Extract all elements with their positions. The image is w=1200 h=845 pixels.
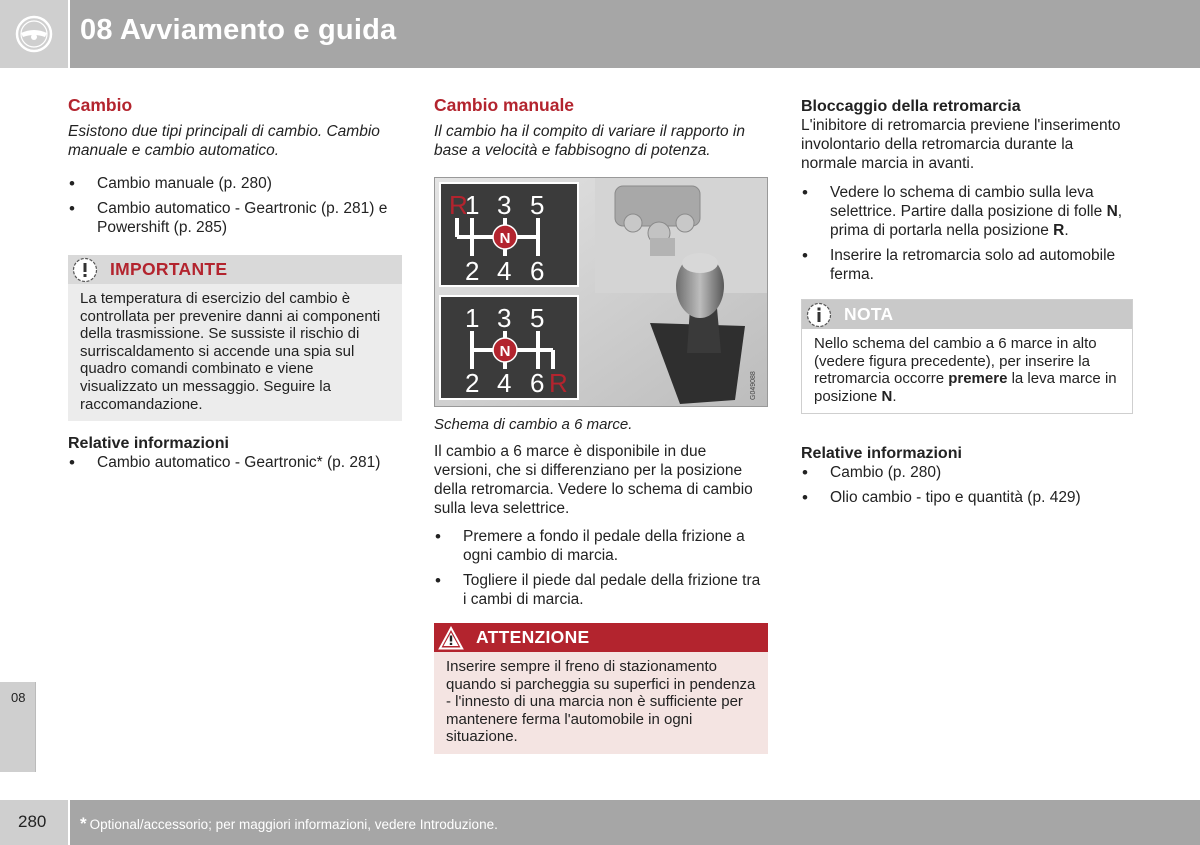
related-list <box>801 463 1133 507</box>
body-text: L'inibitore di retromarcia previene l'inserimento involontario della retromarcia durante la normale marcia in avanti. <box>801 117 1121 172</box>
gear-label: 4 <box>497 256 512 286</box>
gear-label: R <box>449 190 468 220</box>
figure-code: G049088 <box>750 371 757 400</box>
gearbox-illustration <box>435 178 768 407</box>
list-item: • Togliere il piede dal pedale della frizione tra i cambi di marcia. <box>434 571 768 609</box>
warning-circle-icon <box>72 257 98 283</box>
text-run: la leva marce in posizione <box>814 370 1117 405</box>
section-heading-cambio: Cambio <box>68 95 133 115</box>
nota-box <box>801 299 1133 414</box>
attenzione-title: ATTENZIONE <box>476 627 590 647</box>
importante-title: IMPORTANTE <box>110 259 228 279</box>
page-number: 280 <box>18 812 47 831</box>
related-list <box>68 453 402 472</box>
text-run: , prima di portarla nella posizione <box>830 203 1123 239</box>
list-item: • Premere a fondo il pedale della frizione a ogni cambio di marcia. <box>434 527 768 565</box>
gear-label: 2 <box>465 368 480 398</box>
gear-label: R <box>549 368 568 398</box>
attenzione-box <box>434 623 768 754</box>
text-run: Vedere lo schema di cambio sulla leva selettrice. Partire dalla posizione di folle <box>830 184 1107 220</box>
bold-premere: premere <box>948 370 1008 388</box>
text-run: . <box>892 387 897 405</box>
gear-label: 6 <box>530 256 545 286</box>
bold-neutral: N <box>881 387 893 405</box>
gear-label: 2 <box>465 256 480 286</box>
list-item[interactable]: • Cambio manuale (p. 280) <box>68 174 402 193</box>
info-circle-icon <box>806 302 832 328</box>
column-2 <box>434 94 768 754</box>
gear-label: 5 <box>530 190 545 220</box>
steering-wheel-icon <box>15 15 53 53</box>
nota-header <box>802 300 1132 329</box>
column-1 <box>68 94 402 478</box>
importante-header <box>68 255 402 284</box>
gear-label: 3 <box>497 190 512 220</box>
list-item[interactable]: • Olio cambio - tipo e quantità (p. 429) <box>801 488 1133 507</box>
list-item[interactable]: • Cambio (p. 280) <box>801 463 1133 482</box>
attenzione-text: Inserire sempre il freno di stazionamento quando si parcheggia su superfici in pendenza - l'innesto di una marcia non è sufficiente per mantenere ferma l'automobile in ogni situazione. <box>434 652 768 754</box>
attenzione-header <box>434 623 768 652</box>
section-heading-cambio-manuale: Cambio manuale <box>434 95 575 115</box>
list-item <box>801 183 1133 240</box>
bullet-list <box>801 183 1133 284</box>
warning-triangle-icon <box>438 626 464 650</box>
list-item[interactable]: • Cambio automatico - Geartronic (p. 281) e Powershift (p. 285) <box>68 199 402 237</box>
column-3 <box>801 97 1133 513</box>
footer-note-text: Optional/accessorio; per maggiori informazioni, vedere Introduzione. <box>89 817 498 832</box>
gear-shift-figure <box>434 177 768 407</box>
neutral-label: N <box>499 343 511 360</box>
gear-label: 1 <box>465 190 480 220</box>
gear-label: 3 <box>497 303 512 333</box>
list-item[interactable]: • Cambio automatico - Geartronic* (p. 281) <box>68 453 402 472</box>
list-item: • Inserire la retromarcia solo ad automobile ferma. <box>801 246 1133 284</box>
gear-label: 1 <box>465 303 480 333</box>
section-intro: Il cambio ha il compito di variare il rapporto in base a velocità e fabbisogno di potenza. <box>434 123 745 159</box>
chapter-title: 08 Avviamento e guida <box>80 14 397 46</box>
gear-label: 4 <box>497 368 512 398</box>
figure-caption: Schema di cambio a 6 marce. <box>434 416 633 433</box>
gear-label: 6 <box>530 368 545 398</box>
gear-label: 5 <box>530 303 545 333</box>
text-run: . <box>1064 222 1069 239</box>
bold-neutral: N <box>1106 203 1118 220</box>
neutral-label: N <box>499 230 511 247</box>
nota-text <box>802 329 1132 413</box>
footer-note <box>80 814 498 834</box>
related-info-heading: Relative informazioni <box>68 435 229 453</box>
section-intro: Esistono due tipi principali di cambio. Cambio manuale e cambio automatico. <box>68 123 380 159</box>
related-info-heading: Relative informazioni <box>801 445 962 463</box>
bullet-list <box>434 527 768 609</box>
chapter-side-tab-label: 08 <box>11 690 26 705</box>
section-heading-bloccaggio: Bloccaggio della retromarcia <box>801 98 1021 115</box>
bullet-list <box>68 174 402 237</box>
bold-reverse: R <box>1053 222 1065 239</box>
importante-text: La temperatura di esercizio del cambio è controllata per prevenire danni ai componenti della trasmissione. Se sussiste il rischio di surriscaldamento si accende una spia sul quadro comandi combinato e viene visualizzato un messaggio. Seguire la raccomandazione. <box>68 284 402 421</box>
footnote-star: * <box>80 814 87 833</box>
importante-box <box>68 255 402 421</box>
body-text: Il cambio a 6 marce è disponibile in due versioni, che si differenziano per la posizione della retromarcia. Vedere lo schema di cambio sulla leva selettrice. <box>434 443 753 517</box>
text-run: Nello schema del cambio a 6 marce in alto (vedere figura precedente), per inserire la retromarcia occorre <box>814 335 1097 388</box>
nota-title: NOTA <box>844 304 894 324</box>
